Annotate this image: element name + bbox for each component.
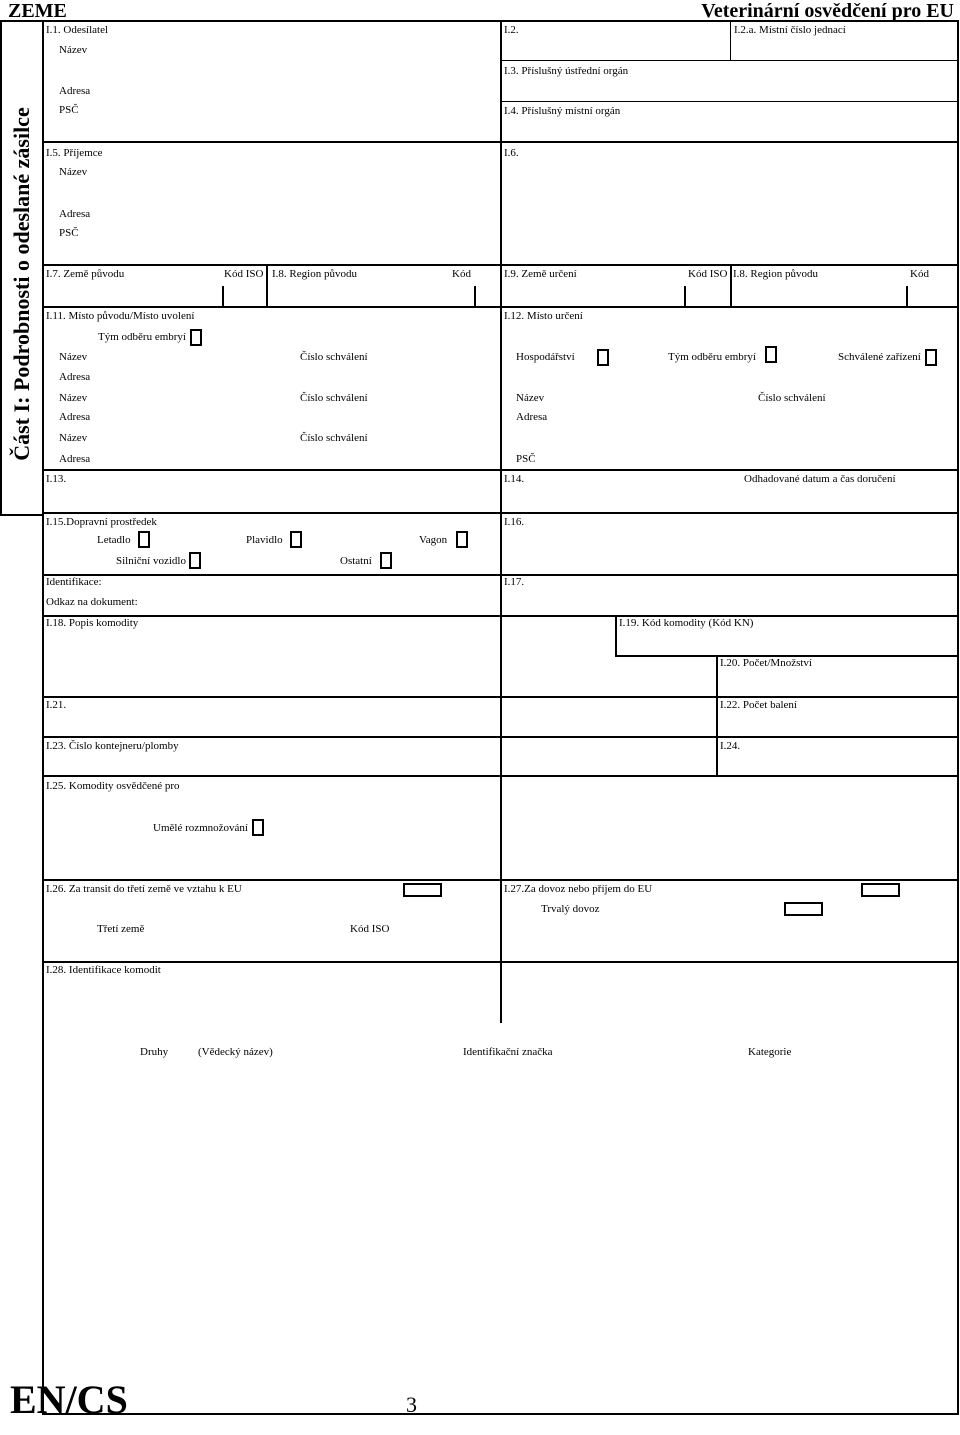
- transport-label: I.15.Dopravní prostředek: [46, 516, 157, 528]
- field-i14-label: I.14.: [504, 473, 525, 485]
- destination-region-code-label: Kód: [910, 268, 929, 280]
- origin-address2-label: Adresa: [59, 411, 91, 423]
- farm-checkbox[interactable]: [597, 349, 609, 366]
- place-of-origin-label: I.11. Místo původu/Místo uvolení: [46, 310, 195, 322]
- side-column: [6, 26, 38, 510]
- origin-team-checkbox[interactable]: [190, 329, 202, 346]
- destination-region-label: I.8. Region původu: [733, 268, 818, 280]
- origin-address3-label: Adresa: [59, 453, 91, 465]
- commodity-description-label: I.18. Popis komodity: [46, 617, 139, 629]
- origin-name2-label: Název: [59, 392, 88, 404]
- local-authority-label: I.4. Příslušný místní orgán: [504, 105, 621, 117]
- consignee-name-label: Název: [59, 166, 88, 178]
- transit-checkbox[interactable]: [403, 883, 442, 897]
- rail-checkbox[interactable]: [456, 531, 468, 548]
- approved-facility-label: Schválené zařízení: [838, 351, 921, 363]
- transit-label: I.26. Za transit do třetí země ve vztahu k EU: [46, 883, 242, 895]
- road-checkbox[interactable]: [189, 552, 201, 569]
- approved-facility-checkbox[interactable]: [925, 349, 937, 366]
- place-of-destination-label: I.12. Místo určení: [504, 310, 583, 322]
- scientific-name-header: (Vědecký název): [198, 1046, 273, 1058]
- field-i17-label: I.17.: [504, 576, 525, 588]
- identification-mark-header: Identifikační značka: [463, 1046, 553, 1058]
- sender-label: I.1. Odesílatel: [46, 24, 109, 36]
- dest-approval-label: Číslo schválení: [758, 392, 826, 404]
- sender-name-label: Název: [59, 44, 88, 56]
- origin-iso-label: Kód ISO: [224, 268, 264, 280]
- side-section-title: Část I: Podrobnosti o odeslané zásilce: [9, 107, 34, 461]
- permanent-import-checkbox[interactable]: [784, 902, 823, 916]
- field-i6-label: I.6.: [504, 147, 519, 159]
- origin-region-code-label: Kód: [452, 268, 471, 280]
- page-number: 3: [406, 1392, 417, 1417]
- origin-region-label: I.8. Region původu: [272, 268, 357, 280]
- country-header: ZEME: [8, 0, 67, 22]
- road-label: Silniční vozidlo: [116, 555, 186, 567]
- origin-name1-label: Název: [59, 351, 88, 363]
- container-seal-label: I.23. Číslo kontejneru/plomby: [46, 740, 179, 752]
- destination-iso-label: Kód ISO: [688, 268, 728, 280]
- package-count-label: I.22. Počet balení: [720, 699, 797, 711]
- dest-zip-label: PSČ: [516, 453, 536, 465]
- commodity-code-label: I.19. Kód komodity (Kód KN): [619, 617, 754, 629]
- arrival-datetime-label: Odhadované datum a čas doručení: [744, 473, 896, 485]
- origin-approval1-label: Číslo schválení: [300, 351, 368, 363]
- field-i21-label: I.21.: [46, 699, 67, 711]
- other-transport-checkbox[interactable]: [380, 552, 392, 569]
- certificate-title: Veterinární osvědčení pro EU: [701, 0, 954, 22]
- other-transport-label: Ostatní: [340, 555, 372, 567]
- field-i13-label: I.13.: [46, 473, 67, 485]
- aircraft-label: Letadlo: [97, 534, 131, 546]
- destination-country-label: I.9. Země určení: [504, 268, 577, 280]
- document-reference-label: Odkaz na dokument:: [46, 596, 138, 608]
- field-i24-label: I.24.: [720, 740, 741, 752]
- consignee-label: I.5. Příjemce: [46, 147, 103, 159]
- consignee-address-label: Adresa: [59, 208, 91, 220]
- rail-label: Vagon: [419, 534, 448, 546]
- consignee-zip-label: PSČ: [59, 227, 79, 239]
- certified-for-label: I.25. Komodity osvědčené pro: [46, 780, 180, 792]
- third-country-iso-label: Kód ISO: [350, 923, 390, 935]
- quantity-label: I.20. Počet/Množství: [720, 657, 812, 669]
- origin-team-label: Tým odběru embryí: [98, 331, 186, 343]
- origin-address1-label: Adresa: [59, 371, 91, 383]
- identification-label: Identifikace:: [46, 576, 102, 588]
- field-i16-label: I.16.: [504, 516, 525, 528]
- sender-address-label: Adresa: [59, 85, 91, 97]
- sender-zip-label: PSČ: [59, 104, 79, 116]
- aircraft-checkbox[interactable]: [138, 531, 150, 548]
- central-authority-label: I.3. Příslušný ústřední orgán: [504, 65, 629, 77]
- dest-team-label: Tým odběru embryí: [668, 351, 756, 363]
- local-ref-label: I.2.a. Místní číslo jednací: [734, 24, 846, 36]
- origin-name3-label: Název: [59, 432, 88, 444]
- import-label: I.27.Za dovoz nebo příjem do EU: [504, 883, 653, 895]
- origin-country-label: I.7. Země původu: [46, 268, 125, 280]
- ship-checkbox[interactable]: [290, 531, 302, 548]
- species-header: Druhy: [140, 1046, 169, 1058]
- farm-label: Hospodářství: [516, 351, 575, 363]
- commodity-identification-label: I.28. Identifikace komodit: [46, 964, 161, 976]
- dest-name-label: Název: [516, 392, 545, 404]
- category-header: Kategorie: [748, 1046, 792, 1058]
- language-code: EN/CS: [10, 1377, 128, 1422]
- cert-ref-label: I.2.: [504, 24, 519, 36]
- ship-label: Plavidlo: [246, 534, 283, 546]
- permanent-import-label: Trvalý dovoz: [541, 903, 600, 915]
- import-checkbox[interactable]: [861, 883, 900, 897]
- form-frame: [0, 20, 958, 1435]
- origin-approval2-label: Číslo schválení: [300, 392, 368, 404]
- third-country-label: Třetí země: [97, 923, 145, 935]
- dest-address-label: Adresa: [516, 411, 548, 423]
- artificial-reproduction-checkbox[interactable]: [252, 819, 264, 836]
- artificial-reproduction-label: Umělé rozmnožování: [153, 822, 248, 834]
- origin-approval3-label: Číslo schválení: [300, 432, 368, 444]
- dest-team-checkbox[interactable]: [765, 346, 777, 363]
